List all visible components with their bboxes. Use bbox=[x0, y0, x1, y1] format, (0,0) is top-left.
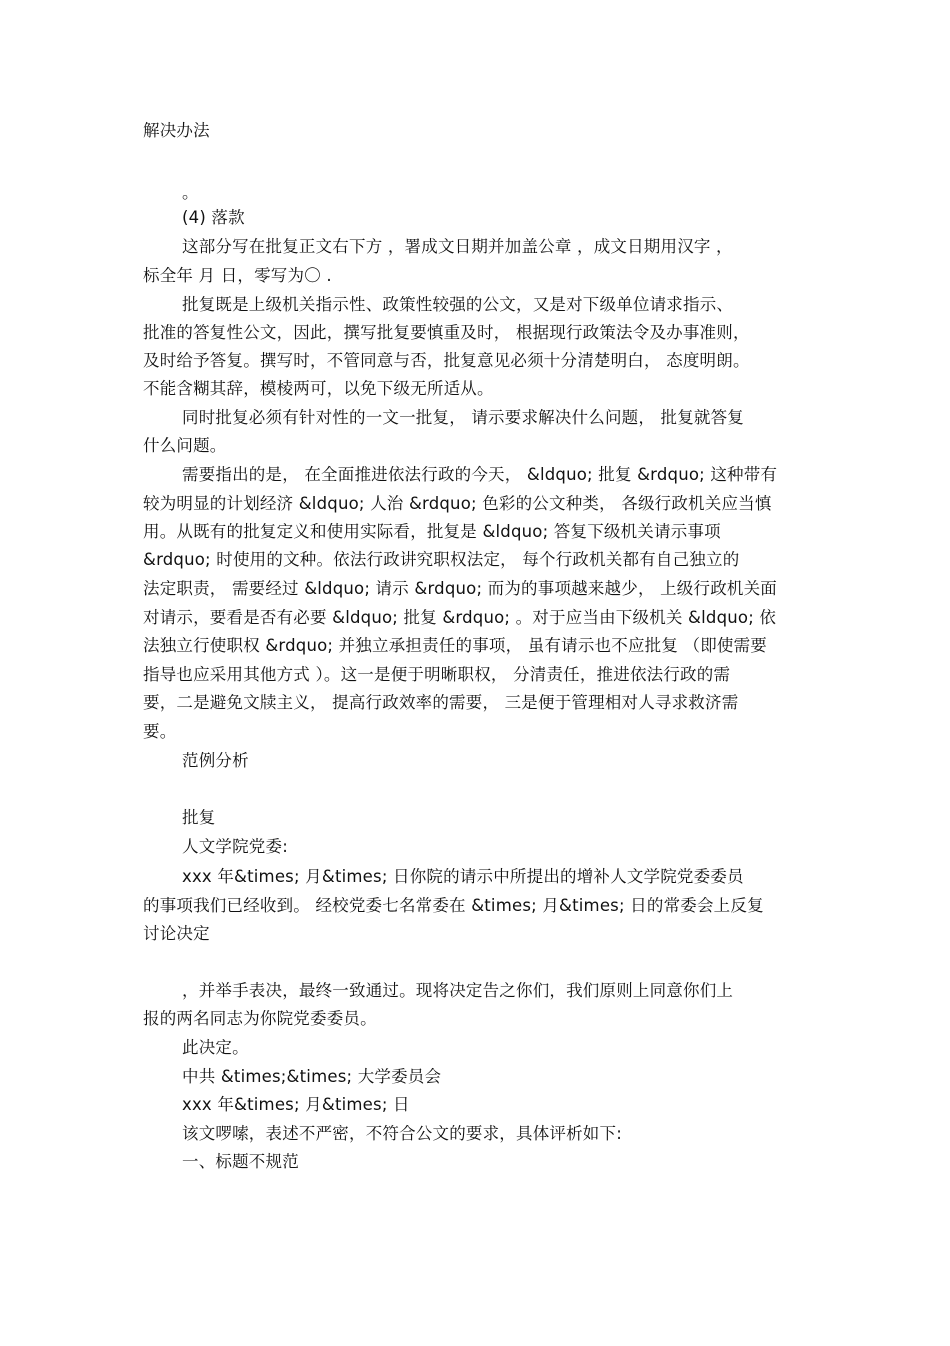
text-line: 这部分写在批复正文右下方 ，署成文日期并加盖公章 ，成文日期用汉字 ， bbox=[182, 237, 733, 256]
text-line: 不能含糊其辞，模棱两可，以免下级无所适从。 bbox=[143, 379, 494, 398]
text-line: 及时给予答复。撰写时，不管同意与否，批复意见必须十分清楚明白， 态度明朗。 bbox=[143, 351, 750, 370]
text-line: 批准的答复性公文，因此，撰写批复要慎重及时， 根据现行政策法令及办事准则， bbox=[143, 323, 750, 342]
text-line: 要。 bbox=[143, 722, 177, 741]
text-line: 需要指出的是， 在全面推进依法行政的今天， &ldquo; 批复 &rdquo; 这种带有 bbox=[182, 465, 778, 484]
example-title: 批复 bbox=[182, 808, 216, 827]
text-line: 同时批复必须有针对性的一文一批复， 请示要求解决什么问题， 批复就答复 bbox=[182, 408, 744, 427]
text-line: xxx 年&times; 月&times; 日 bbox=[182, 1095, 410, 1114]
text-line: xxx 年&times; 月&times; 日你院的请示中所提出的增补人文学院党委委员 bbox=[182, 867, 744, 886]
text-line: 批复既是上级机关指示性、政策性较强的公文，又是对下级单位请求指示、 bbox=[182, 295, 734, 314]
text-line: 什么问题。 bbox=[143, 436, 227, 455]
text-line: ，并举手表决，最终一致通过。现将决定告之你们，我们原则上同意你们上 bbox=[182, 981, 734, 1000]
text-line: 该文啰嗦，表述不严密，不符合公文的要求，具体评析如下: bbox=[182, 1124, 622, 1143]
section-heading: 一、标题不规范 bbox=[182, 1152, 299, 1171]
text-line: 中共 &times;&times; 大学委员会 bbox=[182, 1067, 442, 1086]
section-heading: 范例分析 bbox=[182, 751, 249, 770]
text-line: 。 bbox=[182, 183, 199, 202]
text-line: 用。从既有的批复定义和使用实际看，批复是 &ldquo; 答复下级机关请示事项 bbox=[143, 522, 721, 541]
text-line: 的事项我们已经收到。 经校党委七名常委在 &times; 月&times; 日的常委会上反复 bbox=[143, 896, 764, 915]
text-line: 法独立行使职权 &rdquo; 并独立承担责任的事项， 虽有请示也不应批复 （即使需要 bbox=[143, 636, 767, 655]
text-line: 对请示，要看是否有必要 &ldquo; 批复 &rdquo; 。对于应当由下级机关 &ldquo; 依 bbox=[143, 608, 777, 627]
text-line: 较为明显的计划经济 &ldquo; 人治 &rdquo; 色彩的公文种类， 各级行政机关应当慎 bbox=[143, 494, 772, 513]
text-line: 标全年 月 日，零写为〇 . bbox=[143, 266, 332, 285]
text-line: 指导也应采用其他方式 ）。这一是便于明晰职权， 分清责任，推进依法行政的需 bbox=[143, 665, 731, 684]
text-line: 此决定。 bbox=[182, 1038, 249, 1057]
text-line: 报的两名同志为你院党委委员。 bbox=[143, 1009, 377, 1028]
text-line: 解决办法 bbox=[143, 121, 210, 140]
text-line: 要，二是避免文牍主义， 提高行政效率的需要， 三是便于管理相对人寻求救济需 bbox=[143, 693, 739, 712]
text-line: &rdquo; 时使用的文种。依法行政讲究职权法定， 每个行政机关都有自己独立的 bbox=[143, 550, 740, 569]
text-line: 法定职责， 需要经过 &ldquo; 请示 &rdquo; 而为的事项越来越少， 上级行政机关面 bbox=[143, 579, 777, 598]
text-line: 讨论决定 bbox=[143, 924, 210, 943]
text-line: 人文学院党委: bbox=[182, 837, 288, 856]
text-line: (4) 落款 bbox=[182, 208, 245, 227]
